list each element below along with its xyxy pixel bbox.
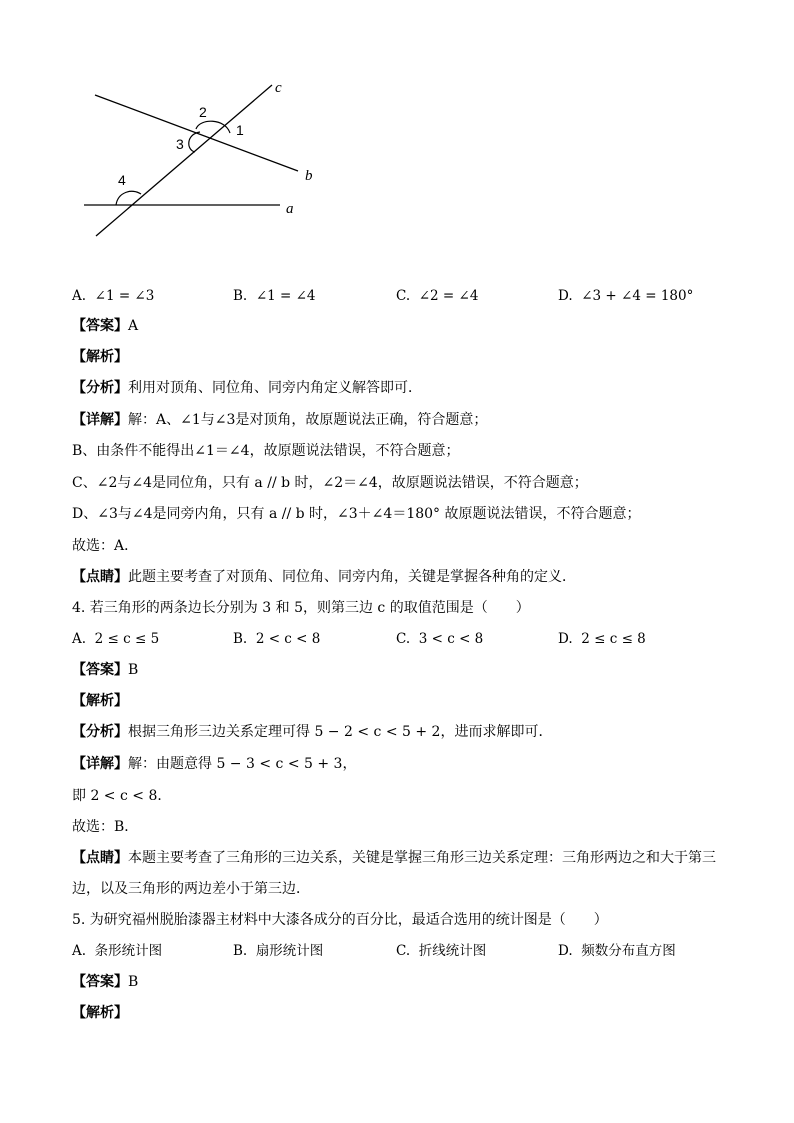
q5-analysis-heading: 【解析】 — [72, 1005, 128, 1021]
q3-xiangjie-line-2: B、由条件不能得出∠1＝∠4，故原题说法错误，不符合题意； — [72, 443, 460, 459]
angle-arc-2-1 — [196, 121, 230, 133]
line-label-c: c — [275, 80, 282, 96]
q4-analysis-heading: 【解析】 — [72, 693, 128, 709]
q5-stem: 5. 为研究福州脱胎漆器主材料中大漆各成分的百分比，最适合选用的统计图是（ ） — [72, 912, 608, 928]
q5-option-b: B. 扇形统计图 — [233, 943, 324, 959]
q4-dianjing-line-2: 边，以及三角形的两边差小于第三边． — [72, 881, 310, 897]
q5-answer: 【答案】B — [72, 974, 139, 990]
q5-option-a: A. 条形统计图 — [72, 943, 163, 959]
q4-fenxi: 【分析】根据三角形三边关系定理可得 5 − 2 < c < 5 + 2，进而求解即可． — [72, 724, 553, 740]
angle-label-4: 4 — [118, 172, 126, 188]
line-label-b: b — [305, 168, 313, 184]
angle-label-2: 2 — [199, 104, 207, 120]
q4-answer: 【答案】B — [72, 662, 139, 678]
q4-option-c: C. 3 < c < 8 — [396, 631, 484, 647]
q4-dianjing-line-1: 【点睛】本题主要考查了三角形的三边关系，关键是掌握三角形三边关系定理：三角形两边之和大于第三 — [72, 850, 716, 866]
q3-xiangjie-line-4: D、∠3与∠4是同旁内角，只有 a // b 时，∠3＋∠4＝180° 故原题说法错误，不符合题意； — [72, 506, 641, 522]
q3-answer: 【答案】A — [72, 318, 139, 334]
q3-option-b: B. ∠1 = ∠4 — [233, 288, 316, 304]
q3-option-a: A. ∠1 = ∠3 — [72, 288, 155, 304]
q3-guxuan: 故选：A． — [72, 538, 139, 554]
q3-option-d: D. ∠3 + ∠4 = 180° — [558, 288, 694, 304]
q4-option-b: B. 2 < c < 8 — [233, 631, 321, 647]
geometry-figure — [70, 70, 330, 245]
q4-stem: 4. 若三角形的两条边长分别为 3 和 5，则第三边 c 的取值范围是（ ） — [72, 600, 530, 616]
angle-label-1: 1 — [236, 122, 244, 138]
q4-ji: 即 2 < c < 8． — [72, 788, 172, 804]
q3-option-c: C. ∠2 = ∠4 — [396, 288, 479, 304]
q3-xiangjie-line-1: 【详解】解：A、∠1与∠3是对顶角，故原题说法正确，符合题意； — [72, 412, 488, 428]
q5-option-c: C. 折线统计图 — [396, 943, 487, 959]
q3-xiangjie-line-3: C、∠2与∠4是同位角，只有 a // b 时，∠2＝∠4，故原题说法错误，不符合题意； — [72, 475, 588, 491]
q5-option-d: D. 频数分布直方图 — [558, 943, 676, 959]
angle-label-3: 3 — [176, 136, 184, 152]
q4-guxuan: 故选：B． — [72, 819, 139, 835]
line-c — [96, 85, 272, 236]
q3-fenxi: 【分析】利用对顶角、同位角、同旁内角定义解答即可． — [72, 380, 422, 396]
q4-option-a: A. 2 ≤ c ≤ 5 — [72, 631, 160, 647]
line-label-a: a — [286, 201, 294, 217]
q3-analysis-heading: 【解析】 — [72, 349, 128, 365]
q4-xiangjie: 【详解】解：由题意得 5 − 3 < c < 5 + 3， — [72, 756, 357, 772]
q3-dianjing: 【点睛】此题主要考查了对顶角、同位角、同旁内角，关键是掌握各种角的定义． — [72, 569, 576, 585]
angle-arc-4 — [116, 191, 141, 205]
q4-option-d: D. 2 ≤ c ≤ 8 — [558, 631, 646, 647]
